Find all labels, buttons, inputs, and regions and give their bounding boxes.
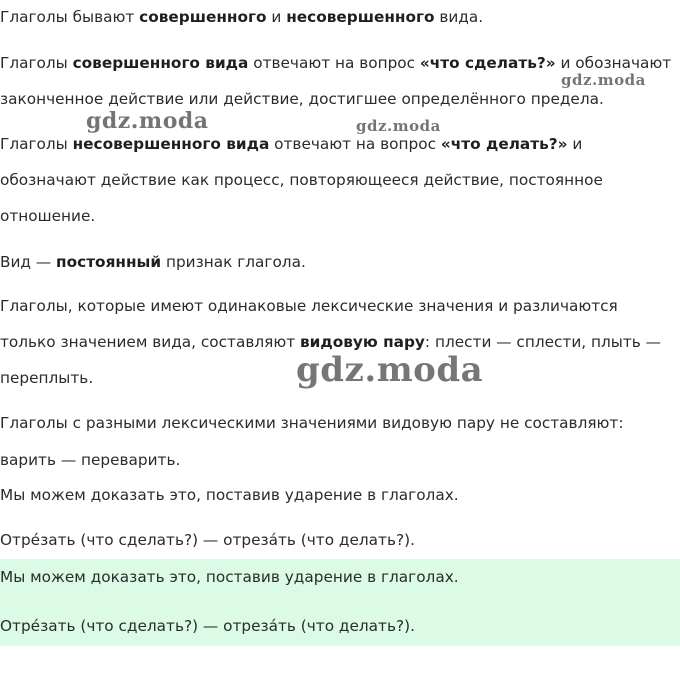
- paragraph-aspect-pair-line-1: [0, 297, 618, 315]
- watermark-logo: gdz.moda: [86, 108, 209, 134]
- bold-term: «что сделать?»: [419, 54, 556, 72]
- bold-term: видовую пару: [299, 333, 425, 351]
- paragraph-stress-example: [0, 531, 415, 549]
- watermark-logo: gdz.moda: [296, 350, 484, 390]
- text: Глаголы с разными лексическими значениями видовую пару не составляют:: [0, 414, 624, 432]
- text: Глаголы: [0, 54, 73, 72]
- text: обозначают действие как процесс, повторяющееся действие, постоянное: [0, 171, 603, 189]
- paragraph-aspect-types: [0, 8, 483, 26]
- text: Мы можем доказать это, поставив ударение в глаголах.: [0, 486, 459, 504]
- watermark-logo: gdz.moda: [356, 117, 441, 135]
- text: Глаголы: [0, 135, 73, 153]
- paragraph-perfective-line-2: [0, 90, 604, 108]
- bold-term: постоянный: [56, 253, 162, 271]
- text: Глаголы, которые имеют одинаковые лексические значения и различаются: [0, 297, 618, 315]
- watermark-logo: gdz.moda: [561, 71, 646, 89]
- paragraph-aspect-pair-line-2: [0, 333, 661, 351]
- highlight-line-stress-proof: [0, 568, 459, 586]
- paragraph-stress-proof: [0, 486, 459, 504]
- paragraph-perfective-line-1: [0, 54, 671, 72]
- text: Отрéзать (что сделать?) — отрезáть (что делать?).: [0, 531, 415, 549]
- text: отвечают на вопрос: [248, 54, 420, 72]
- text: и: [567, 135, 583, 153]
- text: Мы можем доказать это, поставив ударение в глаголах.: [0, 568, 459, 586]
- text: переплыть.: [0, 369, 94, 387]
- text: Глаголы бывают: [0, 8, 140, 26]
- text: отвечают на вопрос: [269, 135, 441, 153]
- bold-term: несовершенного вида: [72, 135, 270, 153]
- text: законченное действие или действие, достигшее определённого предела.: [0, 90, 604, 108]
- text: вида.: [434, 8, 484, 26]
- paragraph-different-meanings-line-2: [0, 451, 180, 469]
- bold-term: «что делать?»: [440, 135, 568, 153]
- text: отношение.: [0, 207, 96, 225]
- bold-term: совершенного вида: [72, 54, 249, 72]
- paragraph-imperfective-line-1: [0, 135, 582, 153]
- text: Отрéзать (что сделать?) — отрезáть (что делать?).: [0, 617, 415, 635]
- paragraph-imperfective-line-2: [0, 171, 603, 189]
- text: и: [266, 8, 287, 26]
- highlight-line-stress-example: [0, 617, 415, 635]
- text: только значением вида, составляют: [0, 333, 300, 351]
- text: Вид —: [0, 253, 57, 271]
- bold-term: несовершенного: [286, 8, 435, 26]
- text: варить — переварить.: [0, 451, 181, 469]
- text: : плести — сплести, плыть —: [424, 333, 661, 351]
- text: и обозначают: [555, 54, 672, 72]
- paragraph-imperfective-line-3: [0, 207, 95, 225]
- text: признак глагола.: [161, 253, 306, 271]
- paragraph-aspect-permanent: [0, 253, 306, 271]
- paragraph-different-meanings-line-1: [0, 414, 624, 432]
- bold-term: совершенного: [139, 8, 267, 26]
- paragraph-aspect-pair-line-3: [0, 369, 93, 387]
